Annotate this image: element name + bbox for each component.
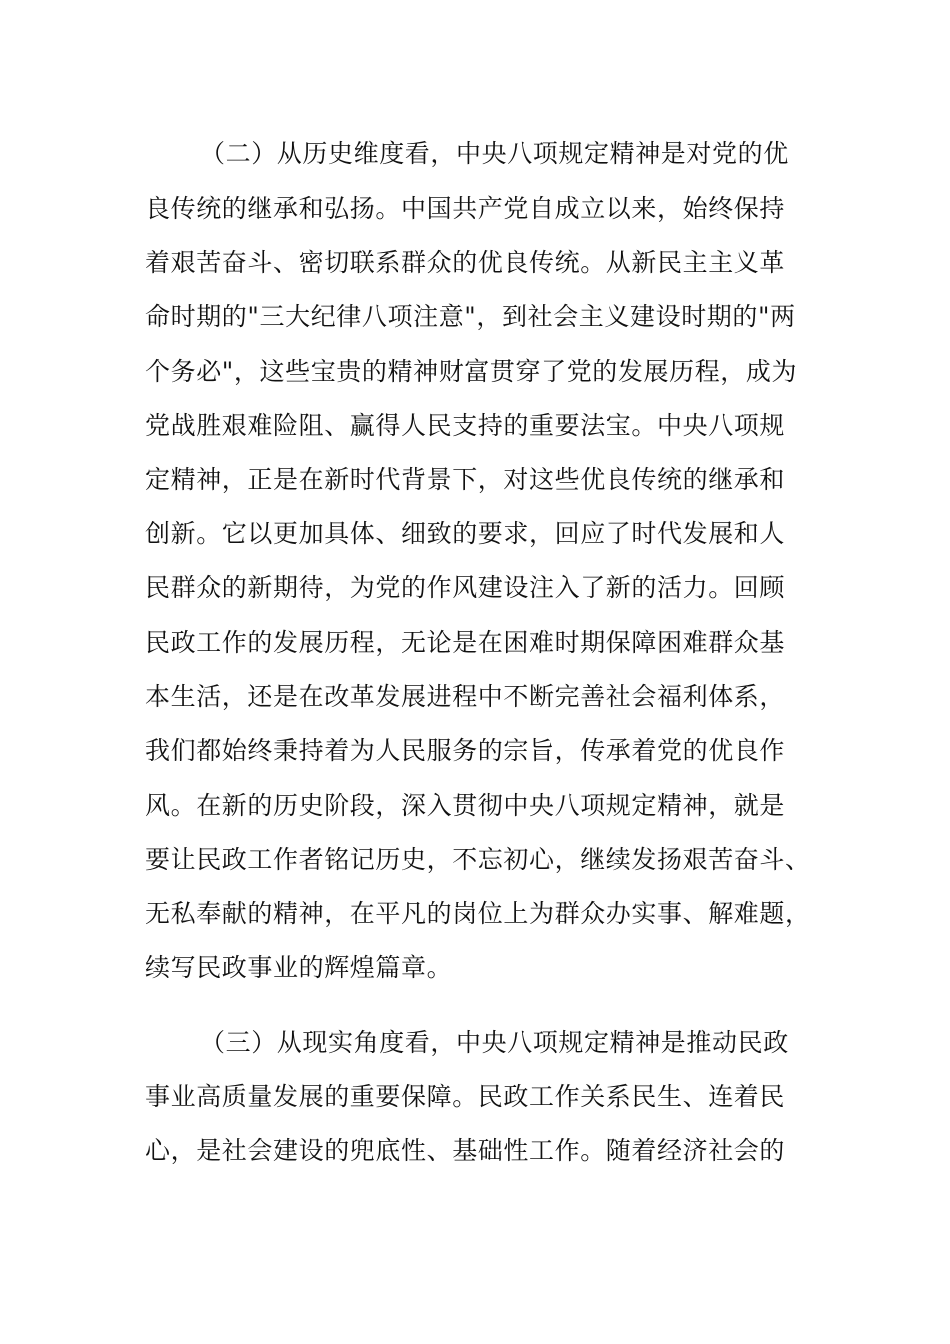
text-line: 风。在新的历史阶段，深入贯彻中央八项规定精神，就是 bbox=[145, 791, 786, 820]
text-line: （二）从历史维度看，中央八项规定精神是对党的优 bbox=[200, 139, 789, 168]
text-line: 着艰苦奋斗、密切联系群众的优良传统。从新民主主义革 bbox=[145, 248, 786, 277]
text-line: 创新。它以更加具体、细致的要求，回应了时代发展和人 bbox=[145, 519, 786, 548]
text-line: 续写民政事业的辉煌篇章。 bbox=[145, 953, 453, 982]
text-line: 我们都始终秉持着为人民服务的宗旨，传承着党的优良作 bbox=[145, 736, 786, 765]
text-line: （三）从现实角度看，中央八项规定精神是推动民政 bbox=[200, 1028, 789, 1057]
text-line: 心，是社会建设的兜底性、基础性工作。随着经济社会的 bbox=[145, 1136, 786, 1165]
text-line: 民政工作的发展历程，无论是在困难时期保障困难群众基 bbox=[145, 628, 786, 657]
text-line: 良传统的继承和弘扬。中国共产党自成立以来，始终保持 bbox=[145, 194, 786, 223]
text-line: 民群众的新期待，为党的作风建设注入了新的活力。回顾 bbox=[145, 573, 786, 602]
text-line: 党战胜艰难险阻、赢得人民支持的重要法宝。中央八项规 bbox=[145, 411, 786, 440]
text-line: 无私奉献的精神，在平凡的岗位上为群众办实事、解难题， bbox=[145, 899, 811, 928]
text-line: 本生活，还是在改革发展进程中不断完善社会福利体系， bbox=[145, 682, 786, 711]
text-line: 要让民政工作者铭记历史，不忘初心，继续发扬艰苦奋斗、 bbox=[145, 845, 811, 874]
text-line: 个务必"，这些宝贵的精神财富贯穿了党的发展历程，成为 bbox=[145, 357, 798, 386]
text-line: 定精神，正是在新时代背景下，对这些优良传统的继承和 bbox=[145, 465, 786, 494]
text-line: 事业高质量发展的重要保障。民政工作关系民生、连着民 bbox=[145, 1082, 786, 1111]
text-line: 命时期的"三大纪律八项注意"，到社会主义建设时期的"两 bbox=[145, 302, 796, 331]
